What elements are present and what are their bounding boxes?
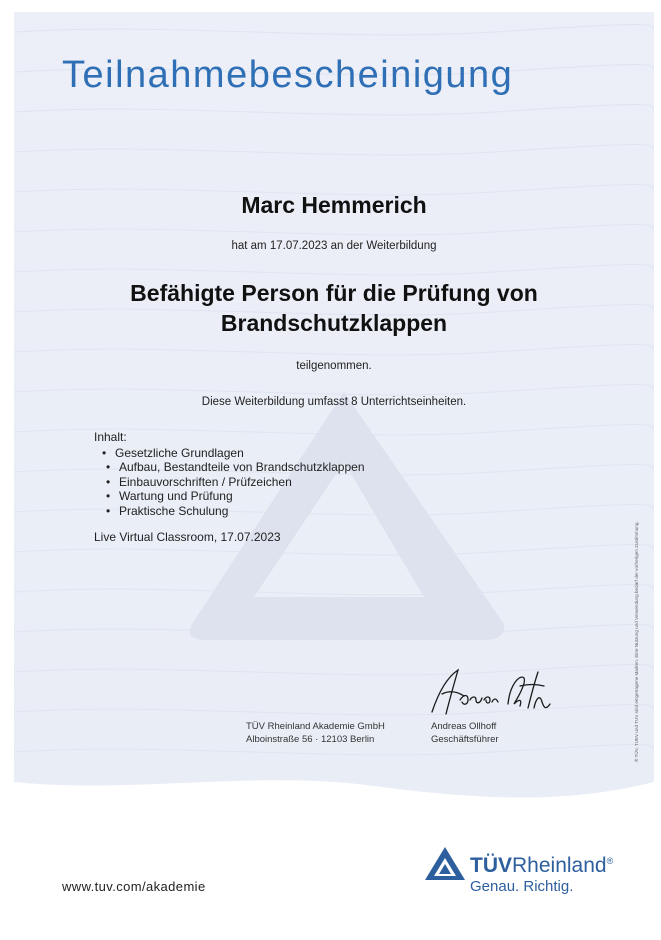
brand-claim: Genau. Richtig. <box>470 878 574 895</box>
document-title: Teilnahmebescheinigung <box>62 54 514 96</box>
signatory-block <box>431 720 499 746</box>
contents-label: Inhalt: <box>94 430 127 444</box>
list-item: • Aufbau, Bestandteile von Brandschutzklappen <box>106 460 365 475</box>
list-item: • Praktische Schulung <box>106 503 229 518</box>
issuer-block <box>246 720 385 746</box>
signatory-role: Geschäftsführer <box>431 734 499 745</box>
list-item: • Einbauvorschriften / Prüfzeichen <box>106 474 292 489</box>
website-link[interactable]: www.tuv.com/akademie <box>62 879 206 894</box>
certificate-sheet <box>14 12 654 802</box>
course-title-line-2: Brandschutzklappen <box>220 310 448 336</box>
course-title <box>74 278 594 338</box>
scope-text: Diese Weiterbildung umfasst 8 Unterrichtseinheiten. <box>201 396 467 408</box>
trademark-note: ® TÜV, TUEV und TUV sind eingetragene Marken. Eine Nutzung und Verwendung bedarf der vorherigen Zustimmung. <box>634 521 639 762</box>
brand-name-rest: Rheinland <box>512 854 607 877</box>
topics-list <box>102 446 365 518</box>
registered-mark: ® <box>606 856 614 866</box>
attendance-line: hat am 17.07.2023 an der Weiterbildung <box>231 240 437 252</box>
brand-name <box>470 854 613 878</box>
list-item: • Wartung und Prüfung <box>106 489 233 504</box>
participated-text: teilgenommen. <box>296 360 372 372</box>
handwritten-signature <box>424 664 554 724</box>
signatory-name: Andreas Ollhoff <box>431 721 497 732</box>
venue-line: Live Virtual Classroom, 17.07.2023 <box>94 530 281 544</box>
list-item: • Gesetzliche Grundlagen <box>102 446 244 460</box>
issuer-address: Alboinstraße 56 · 12103 Berlin <box>246 734 375 745</box>
issuer-org-name: TÜV Rheinland Akademie GmbH <box>246 721 385 732</box>
course-title-line-1: Befähigte Person für die Prüfung von <box>130 280 538 306</box>
tuv-triangle-logo <box>424 846 466 882</box>
brand-name-bold: TÜV <box>470 854 512 877</box>
participant-name: Marc Hemmerich <box>241 192 427 218</box>
